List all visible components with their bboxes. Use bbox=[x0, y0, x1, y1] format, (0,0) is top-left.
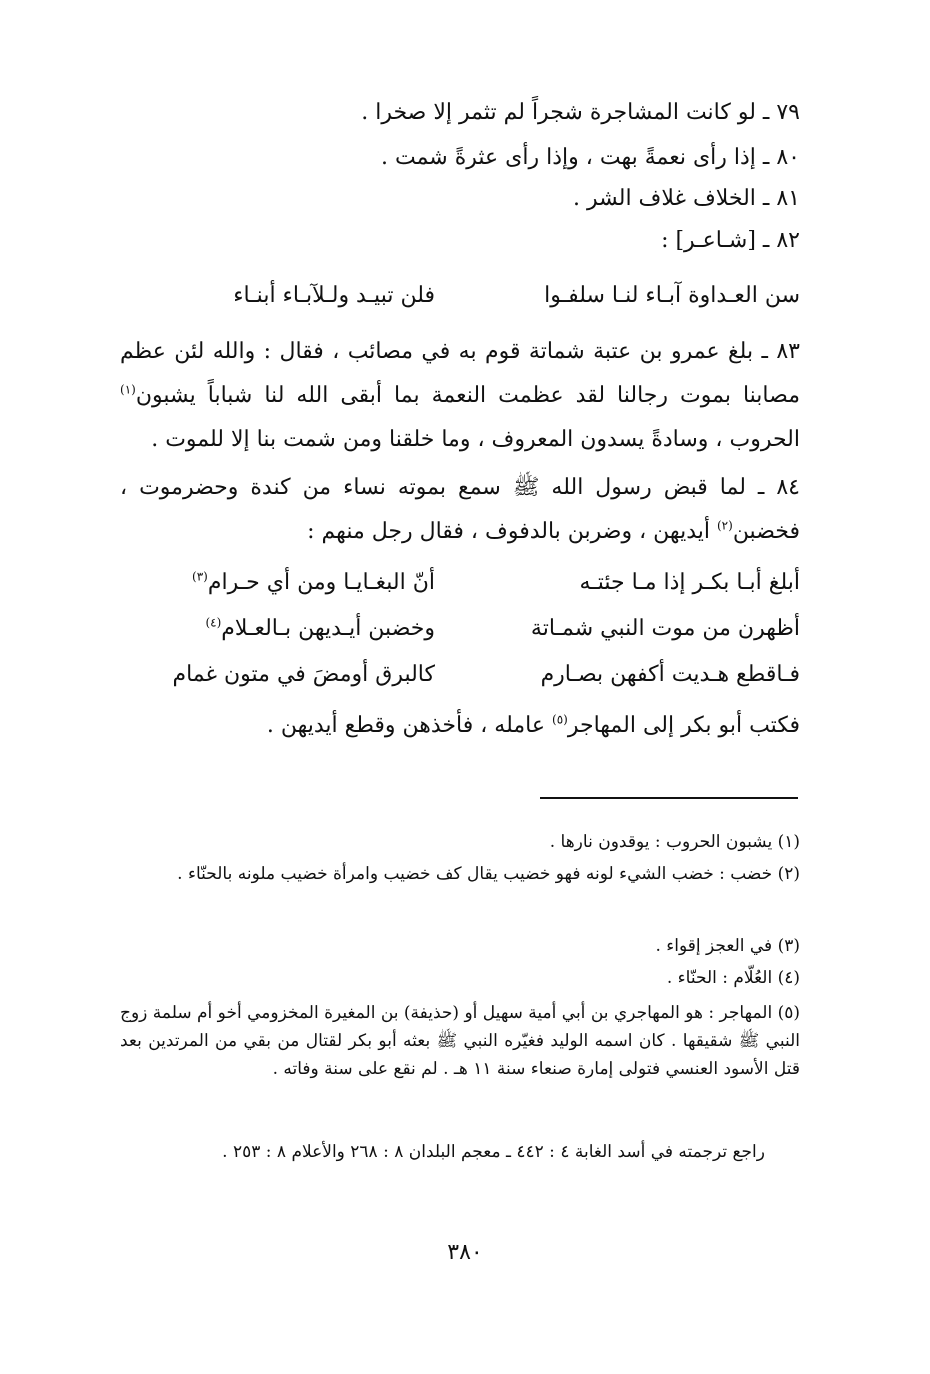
poem-verse-2-first-hemistich: أظهرن من موت النبي شمـاتة bbox=[530, 616, 800, 641]
footnote-4: (٤) العُلّام : الحنّاء . bbox=[666, 968, 800, 988]
page-number: ٣٨٠ bbox=[447, 1240, 483, 1265]
poem-verse-2 bbox=[130, 609, 800, 649]
aphorism-81: ٨١ ـ الخلاف غلاف الشر . bbox=[572, 186, 800, 211]
poem-verse-1-second-hemistich: أنّ البغـايـا ومن أي حـرام$^{(٣)}$ bbox=[192, 569, 435, 595]
aphorism-83-text-end: الحروب ، وسادةً يسدون المعروف ، وما خلقنا ومن شمت بنا إلا للموت . bbox=[151, 427, 800, 452]
aphorism-83 bbox=[120, 330, 800, 462]
poem-verse-3 bbox=[130, 655, 800, 695]
aphorism-84 bbox=[120, 466, 800, 554]
poem-verse-1-first-hemistich: أبلغ أبـا بكـر إذا مـا جئتـه bbox=[579, 570, 800, 595]
footnote-ref-5: (٥) bbox=[552, 712, 568, 727]
footnote-5-references: راجع ترجمته في أسد الغابة ٤ : ٤٤٢ ـ معجم البلدان ٨ : ٢٦٨ والأعلام ٨ : ٢٥٣ . bbox=[222, 1142, 765, 1162]
verse-82-second-hemistich: فلن تبيـد ولـلآبـاء أبنـاء bbox=[233, 283, 435, 308]
aphorism-84-text-end: أيديهن ، وضربن بالدفوف ، فقال رجل منهم : bbox=[307, 519, 717, 544]
poem-verse-2-second-hemistich: وخضبن أيـديهن بـالعـلام$^{(٤)}$ bbox=[205, 615, 435, 641]
aphorism-79: ٧٩ ـ لو كانت المشاجرة شجراً لم تثمر إلا صخرا . bbox=[361, 100, 800, 125]
footnote-2: (٢) خضب : خضب الشيء لونه فهو خضيب يقال كف خضيب وامرأة خضيب ملونه بالحنّاء . bbox=[177, 864, 800, 884]
footnote-3: (٣) في العجز إقواء . bbox=[655, 936, 800, 956]
verse-82 bbox=[130, 276, 800, 316]
footnote-ref-2: (٢) bbox=[716, 518, 733, 533]
aphorism-84-text-start: ٨٤ ـ لما قبض رسول الله ﷺ سمع بموته نساء من كندة وحضرموت ، فخضبن bbox=[120, 475, 800, 544]
poem-verse-3-second-hemistich: كالبرق أومضَ في متون غمام bbox=[172, 662, 435, 687]
footnote-ref-4: (٤) bbox=[205, 615, 222, 630]
aphorism-82-heading: ٨٢ ـ [شـاعـر] : bbox=[661, 228, 800, 253]
poem-verse-3-first-hemistich: فـاقطع هـديت أكفهن بصـارم bbox=[540, 662, 800, 687]
aphorism-80: ٨٠ ـ إذا رأى نعمةً بهت ، وإذا رأى عثرةً شمت . bbox=[381, 145, 800, 170]
footnote-ref-3: (٣) bbox=[192, 569, 208, 584]
footnote-1: (١) يشبون الحروب : يوقدون نارها . bbox=[549, 832, 800, 852]
footnote-5: (٥) المهاجر : هو المهاجري بن أبي أمية سهيل أو (حذيفة) بن المغيرة المخزومي أخو أم سلمة زوج النبي ﷺ شقيقها . كان اسمه الوليد فغيّره النبي ﷺ بعثه أبو بكر لقتال من بقي من المرتدين بعد قتل الأسود العنسي فتولى إمارة صنعاء سنة ١١ هـ . لم نقع على سنة وفاته . bbox=[120, 1003, 800, 1079]
verse-82-first-hemistich: سن العـداوة آبـاء لنـا سلفـوا bbox=[544, 283, 800, 308]
footnote-ref-1: (١) bbox=[120, 382, 136, 397]
aphorism-84-conclusion: فكتب أبو بكر إلى المهاجر$^{(٥)}$ عامله ، فأخذهن وقطع أيديهن . bbox=[266, 712, 800, 738]
footnote-separator bbox=[540, 797, 798, 799]
aphorism-83-text-start: ٨٣ ـ بلغ عمرو بن عتبة شماتة قوم به في مصائب ، فقال : والله لئن عظم مصابنا بموت رجالنا لقد عظمت النعمة بما أبقى الله لنا شباباً يشبون bbox=[120, 339, 800, 408]
poem-verse-1 bbox=[130, 563, 800, 603]
